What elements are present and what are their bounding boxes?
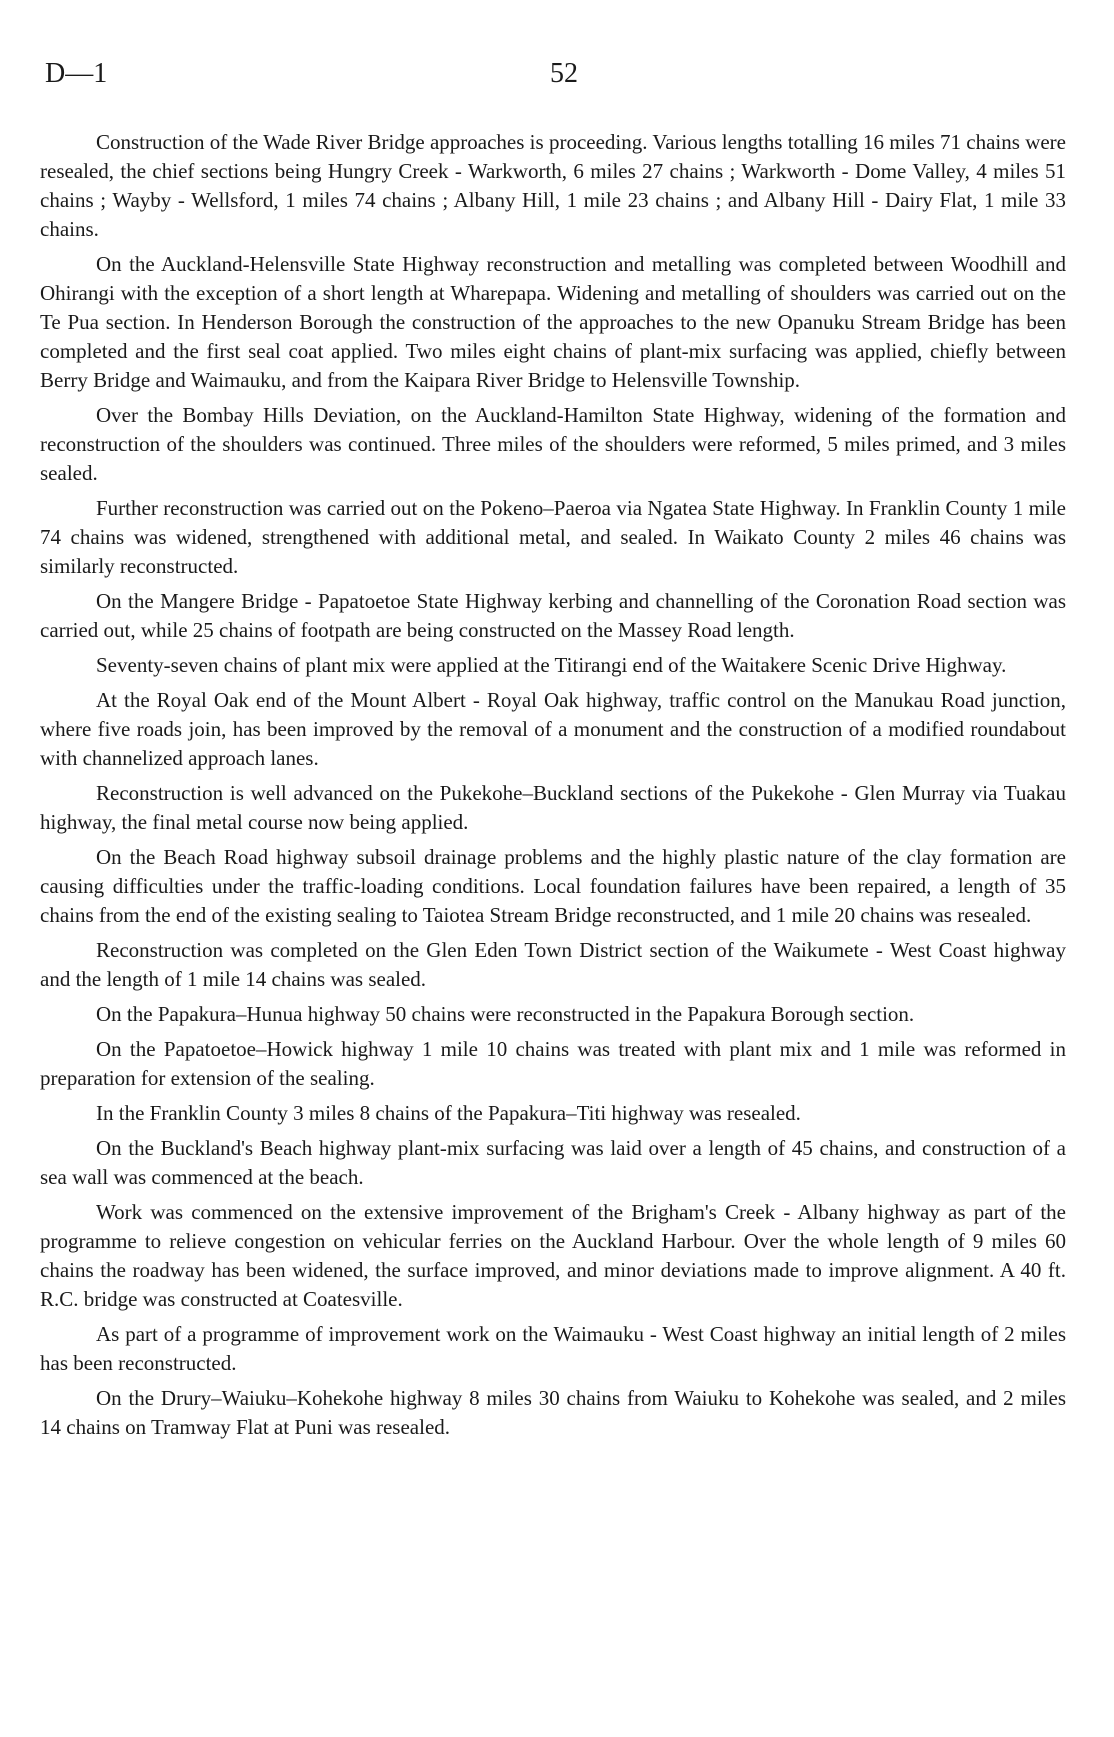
paragraph: At the Royal Oak end of the Mount Albert - Royal Oak highway, traffic control on the Manukau Road junction, where five roads join, has been improved by the removal of a monument and the construction of a modified roundabout with channelized approach lanes. [40, 688, 1066, 770]
paragraph: On the Beach Road highway subsoil drainage problems and the highly plastic nature of the clay formation are causing difficulties under the traffic-loading conditions. Local foundation failures have been repaired, a length of 35 chains from the end of the existing sealing to Taiotea Stream Bridge reconstructed, and 1 mile 20 chains was resealed. [40, 845, 1066, 927]
paragraph: On the Papakura–Hunua highway 50 chains were reconstructed in the Papakura Borough section. [96, 1002, 915, 1026]
paragraph: Construction of the Wade River Bridge approaches is proceeding. Various lengths totalling 16 miles 71 chains were resealed, the chief sections being Hungry Creek - Warkworth, 6 miles 27 chains ; Warkworth - Dome Valley, 4 miles 51 chains ; Wayby - Wellsford, 1 miles 74 chains ; Albany Hill, 1 mile 23 chains ; and Albany Hill - Dairy Flat, 1 mile 33 chains. [40, 130, 1066, 241]
paragraph: On the Buckland's Beach highway plant-mix surfacing was laid over a length of 45 chains, and construction of a sea wall was commenced at the beach. [40, 1136, 1066, 1189]
document-code: D—1 [45, 58, 108, 89]
paragraph: In the Franklin County 3 miles 8 chains of the Papakura–Titi highway was resealed. [96, 1101, 801, 1125]
paragraph: On the Drury–Waiuku–Kohekohe highway 8 miles 30 chains from Waiuku to Kohekohe was sealed, and 2 miles 14 chains on Tramway Flat at Puni was resealed. [40, 1386, 1066, 1439]
page-header [45, 58, 1065, 98]
paragraph: Further reconstruction was carried out on the Pokeno–Paeroa via Ngatea State Highway. In Franklin County 1 mile 74 chains was widened, strengthened with additional metal, and sealed. In Waikato County 2 miles 46 chains was similarly reconstructed. [40, 496, 1066, 578]
paragraph: On the Auckland-Helensville State Highway reconstruction and metalling was completed between Woodhill and Ohirangi with the exception of a short length at Wharepapa. Widening and metalling of shoulders was carried out on the Te Pua section. In Henderson Borough the construction of the approaches to the new Opanuku Stream Bridge has been completed and the first seal coat applied. Two miles eight chains of plant-mix surfacing was applied, chiefly between Berry Bridge and Waimauku, and from the Kaipara River Bridge to Helensville Township. [40, 252, 1066, 392]
page-number: 52 [550, 58, 578, 89]
paragraph: Reconstruction is well advanced on the Pukekohe–Buckland sections of the Pukekohe - Glen Murray via Tuakau highway, the final metal course now being applied. [40, 781, 1066, 834]
report-body [40, 128, 1066, 1448]
paragraph: Reconstruction was completed on the Glen Eden Town District section of the Waikumete - West Coast highway and the length of 1 mile 14 chains was sealed. [40, 938, 1066, 991]
paragraph: As part of a programme of improvement work on the Waimauku - West Coast highway an initial length of 2 miles has been reconstructed. [40, 1322, 1066, 1375]
paragraph: Seventy-seven chains of plant mix were applied at the Titirangi end of the Waitakere Scenic Drive Highway. [96, 653, 1007, 677]
paragraph: Work was commenced on the extensive improvement of the Brigham's Creek - Albany highway as part of the programme to relieve congestion on vehicular ferries on the Auckland Harbour. Over the whole length of 9 miles 60 chains the roadway has been widened, the surface improved, and minor deviations made to improve alignment. A 40 ft. R.C. bridge was constructed at Coatesville. [40, 1200, 1066, 1311]
paragraph: On the Mangere Bridge - Papatoetoe State Highway kerbing and channelling of the Coronation Road section was carried out, while 25 chains of footpath are being constructed on the Massey Road length. [40, 589, 1066, 642]
paragraph: Over the Bombay Hills Deviation, on the Auckland-Hamilton State Highway, widening of the formation and reconstruction of the shoulders was continued. Three miles of the shoulders were reformed, 5 miles primed, and 3 miles sealed. [40, 403, 1066, 485]
paragraph: On the Papatoetoe–Howick highway 1 mile 10 chains was treated with plant mix and 1 mile was reformed in preparation for extension of the sealing. [40, 1037, 1066, 1090]
